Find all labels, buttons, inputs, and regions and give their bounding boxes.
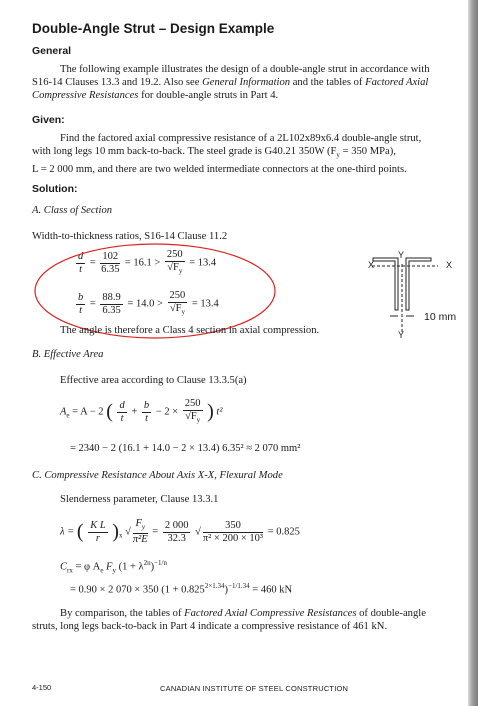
general-line-1: The following example illustrates the design of a double-angle strut in accordance with [60,64,430,75]
page-edge-shadow [468,0,478,706]
section-a-heading: A. Class of Section [32,205,113,216]
section-c-heading: C. Compressive Resistance About Axis X-X, Flexural Mode [32,470,283,481]
general-paragraph [32,63,452,103]
given-line-1: Find the factored axial compressive resistance of a 2L102x89x6.4 double-angle strut, [60,133,422,144]
axis-label-y-top: Y [398,250,405,260]
solution-heading: Solution: [32,183,78,195]
axis-label-x-left: X [368,260,375,270]
general-line-2: S16-14 Clauses 13.3 and 19.2. Also see General Information and the tables of Factored Axial [32,77,429,89]
gap-dimension-label: 10 mm [424,311,457,323]
given-heading: Given: [32,114,65,126]
effective-area-equation: $A_e = A - 2$ ( $\frac{d}{t}$ + $\frac{b}{t}$ − 2 × $\frac{250}{√F_y}$ ) t² [60,398,223,425]
slenderness-equation: λ = ( $\frac{\text{K L}}{r}$ )$_x$ √ $\frac{F_y}{\text{π²E}}$ = $\frac{2 000}{32.3}$ √ $\frac{350}{\text{π² × 200 × 10³}}$ = 0.825 [60,518,300,546]
general-line-3: Compressive Resistances for double-angle struts in Part 4. [32,90,279,102]
resistance-formula: $C_{rx} = \varphi$ $A_e$ $F_y$ $(1 + \lambda^{2n})^{-1/n}$ [60,559,168,575]
ratio-eq-b-t: $\frac{b}{t}$ = $\frac{88.9}{6.35}$ = 14.0 > $\frac{250}{√F_y}$ = 13.4 [78,290,219,317]
closing-paragraph [32,607,452,633]
axis-label-x-right: X [446,260,453,270]
ratio-eq-d-t: $\frac{d}{t}$ = $\frac{102}{6.35}$ = 16.1 > $\frac{250}{√F_y}$ = 13.4 [78,249,217,276]
page-title: Double-Angle Strut – Design Example [32,21,275,36]
footer-organization: CANADIAN INSTITUTE OF STEEL CONSTRUCTION [160,684,349,693]
given-paragraph [32,132,452,176]
closing-line-2: struts, long legs back-to-back in Part 4 indicate a compressive resistance of 461 kN. [32,621,388,633]
axis-label-y-bottom: Y [398,330,405,340]
effective-area-result: = 2340 − 2 (16.1 + 14.0 − 2 × 13.4) 6.35² ≈ 2 070 mm² [70,443,301,454]
general-heading: General [32,45,72,57]
given-line-2: with long legs 10 mm back-to-back. The steel grade is G40.21 350W ($F_y = 350$ MPa), [32,146,396,160]
section-b-intro: Effective area according to Clause 13.3.5(a) [60,375,247,386]
section-b-heading: B. Effective Area [32,349,104,360]
resistance-result: = 0.90 × 2 070 × 350 $(1 + 0.825^{2\times 1.34})^{-1/1.34} = 460$ kN [70,582,293,596]
page-number: 4-150 [32,683,52,692]
closing-line-1: By comparison, the tables of Factored Axial Compressive Resistances of double-angle [60,608,426,619]
section-a-conclusion: The angle is therefore a Class 4 section in axial compression. [60,325,320,336]
given-line-3: L = 2 000 mm, and there are two welded intermediate connectors at the one-third points. [32,163,407,175]
section-c-intro: Slenderness parameter, Clause 13.3.1 [60,494,219,505]
section-a-intro: Width-to-thickness ratios, S16-14 Clause 11.2 [32,231,228,242]
